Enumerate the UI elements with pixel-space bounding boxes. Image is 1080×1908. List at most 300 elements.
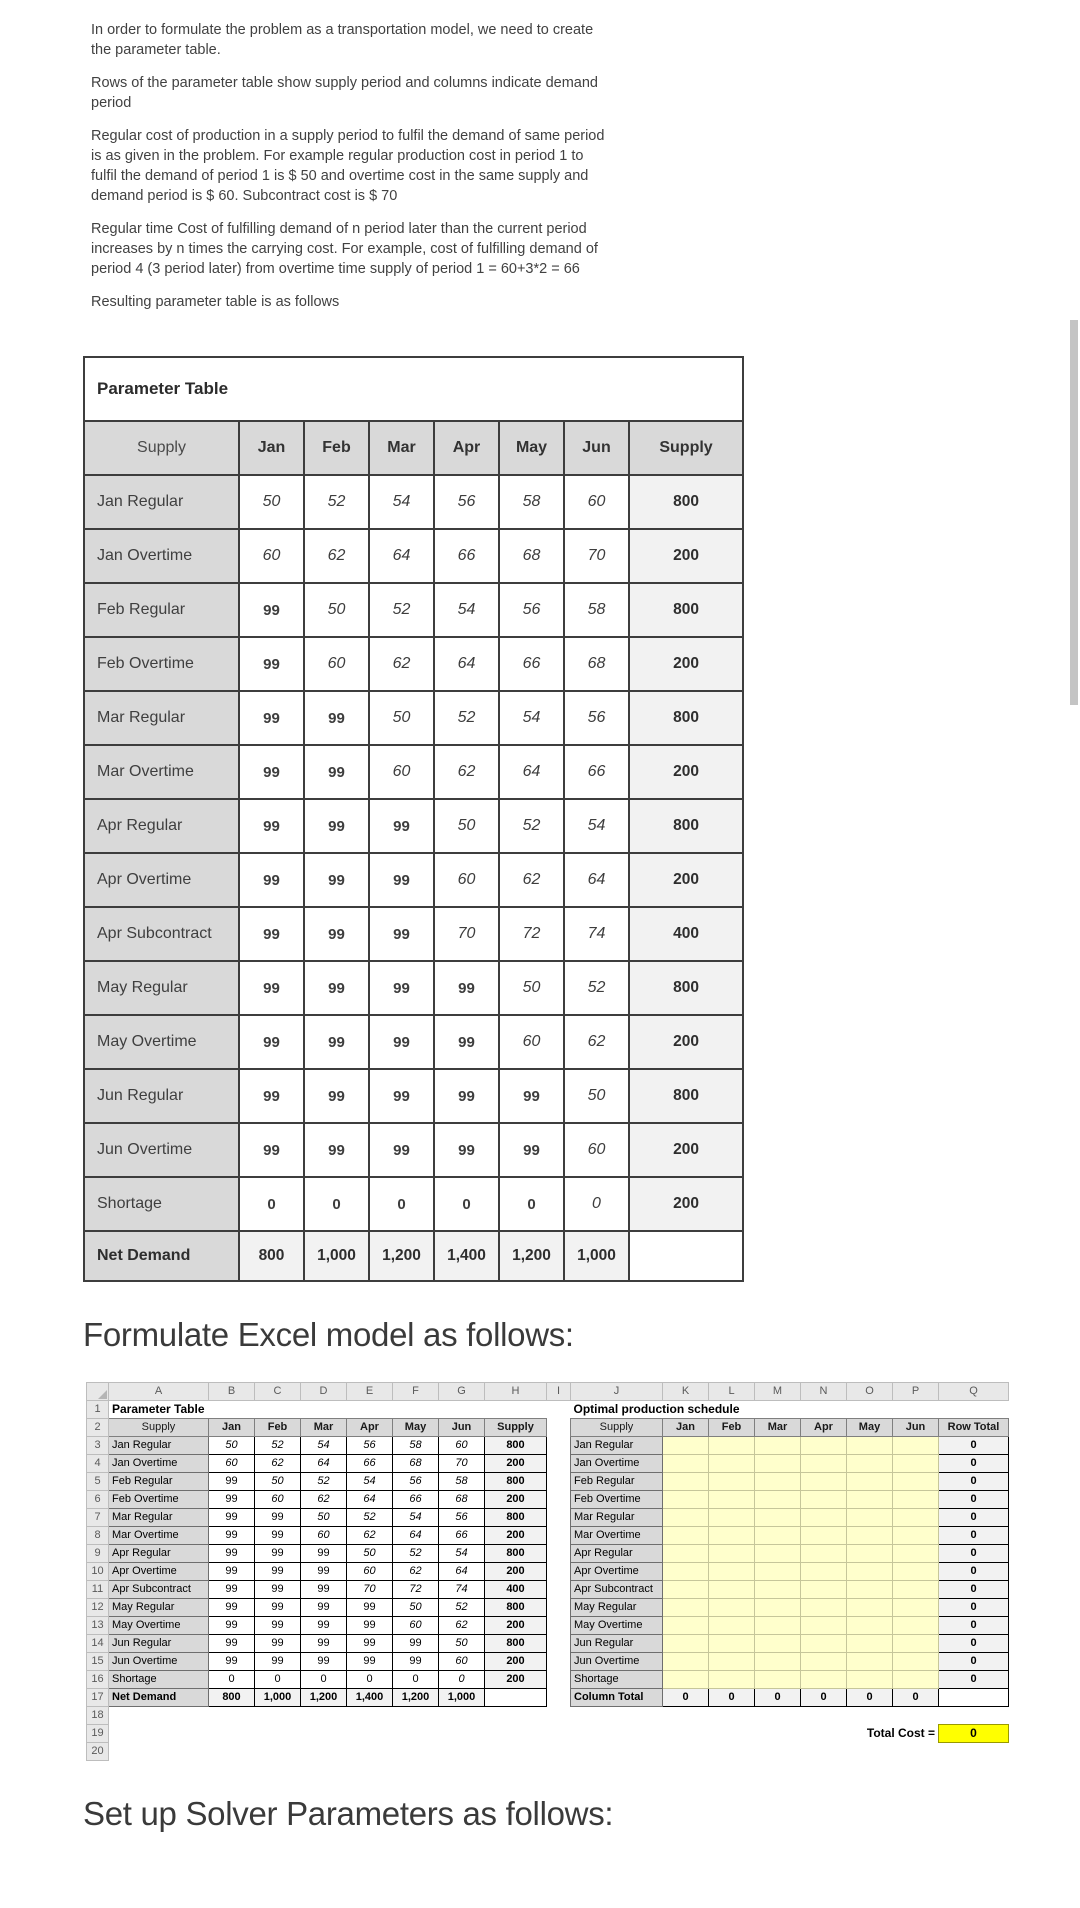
cost-cell: 99 (239, 637, 304, 691)
excel-supply-cell: 800 (485, 1599, 547, 1617)
solver-variable-cell (755, 1671, 801, 1689)
cost-cell: 62 (564, 1015, 629, 1069)
empty-cell (209, 1725, 255, 1743)
solver-variable-cell (847, 1527, 893, 1545)
excel-cost-cell: 99 (301, 1617, 347, 1635)
excel-cost-cell: 60 (393, 1617, 439, 1635)
excel-header: Supply (109, 1419, 209, 1437)
row-total-cell: 0 (939, 1617, 1009, 1635)
row-label: Jan Overtime (84, 529, 239, 583)
solver-variable-cell (801, 1563, 847, 1581)
empty-cell (301, 1707, 347, 1725)
cost-cell: 99 (369, 1015, 434, 1069)
excel-cost-cell: 62 (393, 1563, 439, 1581)
cost-cell: 0 (304, 1177, 369, 1231)
total-cost-label: Total Cost = (866, 1726, 935, 1740)
solver-variable-cell (709, 1527, 755, 1545)
solver-variable-cell (709, 1437, 755, 1455)
spacer (547, 1491, 571, 1509)
excel-header: Mar (755, 1419, 801, 1437)
net-demand-cell: 1,400 (434, 1231, 499, 1281)
empty-cell (547, 1707, 571, 1725)
cost-cell: 52 (499, 799, 564, 853)
excel-row-label: Apr Regular (109, 1545, 209, 1563)
empty-cell (755, 1725, 801, 1743)
cost-cell: 50 (369, 691, 434, 745)
solver-variable-cell (893, 1545, 939, 1563)
excel-schedule-label: Mar Overtime (571, 1527, 663, 1545)
cost-cell: 99 (239, 1069, 304, 1123)
row-number-6: 6 (87, 1491, 109, 1509)
supply-cell: 800 (629, 961, 743, 1015)
solver-variable-cell (755, 1635, 801, 1653)
row-total-cell: 0 (939, 1509, 1009, 1527)
excel-grid (86, 1382, 1009, 1761)
excel-cost-cell: 99 (255, 1581, 301, 1599)
solver-variable-cell (893, 1635, 939, 1653)
cost-cell: 99 (434, 961, 499, 1015)
cost-cell: 99 (499, 1069, 564, 1123)
excel-cost-cell: 64 (393, 1527, 439, 1545)
excel-header: Jan (209, 1419, 255, 1437)
parameter-table (83, 356, 744, 1282)
cost-cell: 66 (434, 529, 499, 583)
spacer (547, 1455, 571, 1473)
cost-cell: 99 (369, 799, 434, 853)
excel-net-demand-cell: 1,200 (301, 1689, 347, 1707)
excel-cost-cell: 99 (255, 1653, 301, 1671)
empty-cell (209, 1743, 255, 1761)
solver-variable-cell (755, 1581, 801, 1599)
cost-cell: 50 (434, 799, 499, 853)
cost-cell: 99 (369, 961, 434, 1015)
excel-cost-cell: 0 (347, 1671, 393, 1689)
empty-cell (301, 1725, 347, 1743)
excel-schedule-label: Jan Regular (571, 1437, 663, 1455)
cost-cell: 56 (499, 583, 564, 637)
cost-cell: 56 (564, 691, 629, 745)
column-header-feb: Feb (304, 421, 369, 475)
solver-variable-cell (755, 1491, 801, 1509)
row-number-20: 20 (87, 1743, 109, 1761)
row-label: Jan Regular (84, 475, 239, 529)
excel-cost-cell: 0 (209, 1671, 255, 1689)
solver-variable-cell (893, 1599, 939, 1617)
column-header-jun: Jun (564, 421, 629, 475)
excel-cost-cell: 99 (255, 1545, 301, 1563)
cost-cell: 64 (564, 853, 629, 907)
empty-cell (939, 1743, 1009, 1761)
cost-cell: 52 (434, 691, 499, 745)
column-letter-Q: Q (939, 1383, 1009, 1401)
supply-cell: 200 (629, 745, 743, 799)
excel-cost-cell: 99 (209, 1617, 255, 1635)
excel-schedule-label: Shortage (571, 1671, 663, 1689)
row-label: Apr Regular (84, 799, 239, 853)
empty-cell (709, 1743, 755, 1761)
empty-cell (939, 1689, 1009, 1707)
cost-cell: 99 (239, 1123, 304, 1177)
excel-supply-cell: 200 (485, 1671, 547, 1689)
cost-cell: 0 (239, 1177, 304, 1231)
cost-cell: 54 (434, 583, 499, 637)
excel-cost-cell: 62 (255, 1455, 301, 1473)
excel-cost-cell: 54 (347, 1473, 393, 1491)
excel-cost-cell: 99 (347, 1617, 393, 1635)
solver-variable-cell (801, 1617, 847, 1635)
excel-row-label: Shortage (109, 1671, 209, 1689)
excel-supply-cell: 200 (485, 1455, 547, 1473)
scrollbar-thumb[interactable] (1070, 320, 1078, 705)
empty-cell (893, 1707, 939, 1725)
excel-header: Feb (709, 1419, 755, 1437)
row-total-cell: 0 (939, 1653, 1009, 1671)
solver-variable-cell (847, 1545, 893, 1563)
excel-row-label: Apr Subcontract (109, 1581, 209, 1599)
solver-variable-cell (847, 1491, 893, 1509)
empty-cell (939, 1707, 1009, 1725)
supply-cell: 400 (629, 907, 743, 961)
net-demand-cell: 1,200 (369, 1231, 434, 1281)
excel-header: May (393, 1419, 439, 1437)
column-total-cell: 0 (801, 1689, 847, 1707)
empty-cell (347, 1743, 393, 1761)
cost-cell: 0 (564, 1177, 629, 1231)
solver-variable-cell (801, 1545, 847, 1563)
empty-cell (755, 1743, 801, 1761)
empty-cell (393, 1707, 439, 1725)
row-label: Feb Overtime (84, 637, 239, 691)
excel-cost-cell: 66 (439, 1527, 485, 1545)
solver-variable-cell (755, 1473, 801, 1491)
cost-cell: 50 (304, 583, 369, 637)
column-letter-O: O (847, 1383, 893, 1401)
excel-cost-cell: 52 (439, 1599, 485, 1617)
cost-cell: 74 (564, 907, 629, 961)
column-letter-D: D (301, 1383, 347, 1401)
cost-cell: 99 (239, 745, 304, 799)
excel-supply-cell: 800 (485, 1473, 547, 1491)
excel-net-demand-cell: 1,000 (439, 1689, 485, 1707)
net-demand-cell: 1,000 (564, 1231, 629, 1281)
empty-cell (255, 1725, 301, 1743)
cost-cell: 99 (304, 691, 369, 745)
excel-cost-cell: 0 (301, 1671, 347, 1689)
solver-variable-cell (755, 1653, 801, 1671)
cost-cell: 50 (499, 961, 564, 1015)
empty-cell (485, 1725, 547, 1743)
empty-cell (663, 1743, 709, 1761)
empty-cell (893, 1743, 939, 1761)
solver-variable-cell (709, 1509, 755, 1527)
excel-net-demand-label: Net Demand (109, 1689, 209, 1707)
row-label: Jun Regular (84, 1069, 239, 1123)
excel-screenshot (86, 1382, 1008, 1761)
excel-row-label: Jun Overtime (109, 1653, 209, 1671)
cost-cell: 52 (564, 961, 629, 1015)
solver-variable-cell (801, 1653, 847, 1671)
spacer (547, 1653, 571, 1671)
excel-cost-cell: 99 (301, 1563, 347, 1581)
cost-cell: 54 (499, 691, 564, 745)
excel-schedule-label: Apr Overtime (571, 1563, 663, 1581)
row-number-5: 5 (87, 1473, 109, 1491)
solver-variable-cell (663, 1545, 709, 1563)
excel-cost-cell: 68 (439, 1491, 485, 1509)
row-total-cell: 0 (939, 1563, 1009, 1581)
row-number-16: 16 (87, 1671, 109, 1689)
excel-cost-cell: 70 (347, 1581, 393, 1599)
excel-cost-cell: 99 (209, 1563, 255, 1581)
supply-cell: 200 (629, 853, 743, 907)
excel-cost-cell: 52 (347, 1509, 393, 1527)
empty-cell (109, 1707, 209, 1725)
cost-cell: 99 (369, 853, 434, 907)
solver-variable-cell (893, 1671, 939, 1689)
solver-variable-cell (663, 1671, 709, 1689)
empty-cell (439, 1707, 485, 1725)
empty-cell (439, 1743, 485, 1761)
solver-variable-cell (893, 1563, 939, 1581)
excel-supply-cell: 200 (485, 1491, 547, 1509)
excel-schedule-label: Feb Regular (571, 1473, 663, 1491)
excel-header: Mar (301, 1419, 347, 1437)
cost-cell: 72 (499, 907, 564, 961)
supply-cell: 800 (629, 475, 743, 529)
excel-cost-cell: 62 (301, 1491, 347, 1509)
cost-cell: 99 (239, 961, 304, 1015)
solver-variable-cell (893, 1455, 939, 1473)
excel-cost-cell: 99 (347, 1653, 393, 1671)
row-number-9: 9 (87, 1545, 109, 1563)
row-number-8: 8 (87, 1527, 109, 1545)
excel-cost-cell: 54 (301, 1437, 347, 1455)
empty-cell (663, 1707, 709, 1725)
column-letter-L: L (709, 1383, 755, 1401)
empty-cell (547, 1743, 571, 1761)
column-header-jan: Jan (239, 421, 304, 475)
row-number-19: 19 (87, 1725, 109, 1743)
solver-variable-cell (847, 1671, 893, 1689)
cost-cell: 62 (304, 529, 369, 583)
cost-cell: 52 (369, 583, 434, 637)
solver-variable-cell (663, 1581, 709, 1599)
excel-cost-cell: 60 (439, 1653, 485, 1671)
spacer (547, 1437, 571, 1455)
excel-schedule-label: May Overtime (571, 1617, 663, 1635)
excel-cost-cell: 99 (209, 1653, 255, 1671)
excel-cost-cell: 99 (209, 1473, 255, 1491)
excel-supply-cell: 200 (485, 1527, 547, 1545)
empty-cell (209, 1707, 255, 1725)
solver-variable-cell (663, 1473, 709, 1491)
empty-cell (847, 1743, 893, 1761)
excel-cost-cell: 0 (439, 1671, 485, 1689)
excel-cost-cell: 66 (347, 1455, 393, 1473)
select-all-corner (87, 1383, 109, 1401)
total-cost-value: 0 (939, 1725, 1009, 1743)
cost-cell: 99 (369, 1123, 434, 1177)
row-total-cell: 0 (939, 1491, 1009, 1509)
row-label: Jun Overtime (84, 1123, 239, 1177)
excel-cost-cell: 99 (255, 1635, 301, 1653)
supply-cell: 200 (629, 1123, 743, 1177)
cost-cell: 60 (499, 1015, 564, 1069)
cost-cell: 64 (499, 745, 564, 799)
column-letter-G: G (439, 1383, 485, 1401)
row-number-10: 10 (87, 1563, 109, 1581)
solver-variable-cell (847, 1563, 893, 1581)
empty-cell (393, 1743, 439, 1761)
column-header-supply: Supply (629, 421, 743, 475)
cost-cell: 70 (434, 907, 499, 961)
excel-cost-cell: 99 (209, 1599, 255, 1617)
supply-cell: 200 (629, 1015, 743, 1069)
solver-heading: Set up Solver Parameters as follows: (83, 1795, 614, 1832)
cost-cell: 52 (304, 475, 369, 529)
excel-header: Jan (663, 1419, 709, 1437)
excel-net-demand-cell: 1,200 (393, 1689, 439, 1707)
cost-cell: 62 (369, 637, 434, 691)
spacer (547, 1473, 571, 1491)
solver-variable-cell (709, 1653, 755, 1671)
excel-cost-cell: 58 (393, 1437, 439, 1455)
cost-cell: 99 (304, 1123, 369, 1177)
column-total-cell: 0 (755, 1689, 801, 1707)
cost-cell: 58 (564, 583, 629, 637)
excel-cost-cell: 52 (301, 1473, 347, 1491)
row-number-2: 2 (87, 1419, 109, 1437)
row-number-15: 15 (87, 1653, 109, 1671)
excel-cost-cell: 70 (439, 1455, 485, 1473)
excel-cost-cell: 99 (255, 1617, 301, 1635)
cost-cell: 60 (434, 853, 499, 907)
empty-cell (663, 1725, 709, 1743)
excel-cost-cell: 99 (209, 1509, 255, 1527)
spacer (547, 1509, 571, 1527)
spacer (547, 1563, 571, 1581)
excel-row-label: Jun Regular (109, 1635, 209, 1653)
excel-header: Supply (571, 1419, 663, 1437)
excel-header: May (847, 1419, 893, 1437)
row-number-17: 17 (87, 1689, 109, 1707)
excel-cost-cell: 0 (393, 1671, 439, 1689)
excel-cost-cell: 58 (439, 1473, 485, 1491)
column-letter-E: E (347, 1383, 393, 1401)
column-header-mar: Mar (369, 421, 434, 475)
solver-variable-cell (709, 1545, 755, 1563)
excel-cost-cell: 68 (393, 1455, 439, 1473)
solver-variable-cell (847, 1599, 893, 1617)
solver-variable-cell (801, 1671, 847, 1689)
column-letter-A: A (109, 1383, 209, 1401)
cost-cell: 99 (499, 1123, 564, 1177)
cost-cell: 68 (499, 529, 564, 583)
cost-cell: 99 (369, 1069, 434, 1123)
empty-cell (571, 1707, 663, 1725)
solver-variable-cell (893, 1617, 939, 1635)
solver-variable-cell (709, 1599, 755, 1617)
excel-cost-cell: 99 (301, 1545, 347, 1563)
cost-cell: 99 (239, 1015, 304, 1069)
solver-variable-cell (801, 1635, 847, 1653)
solver-variable-cell (755, 1455, 801, 1473)
excel-header: Apr (347, 1419, 393, 1437)
excel-supply-cell: 400 (485, 1581, 547, 1599)
cost-cell: 99 (434, 1123, 499, 1177)
row-number-18: 18 (87, 1707, 109, 1725)
excel-cost-cell: 99 (301, 1635, 347, 1653)
column-letter-M: M (755, 1383, 801, 1401)
excel-row-label: Mar Overtime (109, 1527, 209, 1545)
excel-cost-cell: 72 (393, 1581, 439, 1599)
solver-variable-cell (801, 1455, 847, 1473)
empty-cell (629, 1231, 743, 1281)
cost-cell: 64 (434, 637, 499, 691)
spacer (547, 1419, 571, 1437)
excel-row-label: Feb Overtime (109, 1491, 209, 1509)
column-total-cell: 0 (663, 1689, 709, 1707)
column-header-may: May (499, 421, 564, 475)
cost-cell: 56 (434, 475, 499, 529)
solver-variable-cell (663, 1563, 709, 1581)
cost-cell: 64 (369, 529, 434, 583)
supply-cell: 800 (629, 691, 743, 745)
solver-variable-cell (847, 1581, 893, 1599)
intro-paragraph-4: Regular time Cost of fulfilling demand of n period later than the current period increases by n times the carrying cost. For example, cost of fulfilling demand of period 4 (3 period later) from overtime time supply of period 1 = 60+3*2 = 66 (91, 221, 598, 277)
excel-supply-cell: 800 (485, 1545, 547, 1563)
cost-cell: 99 (304, 799, 369, 853)
supply-cell: 800 (629, 583, 743, 637)
column-letter-F: F (393, 1383, 439, 1401)
solver-variable-cell (663, 1635, 709, 1653)
excel-schedule-label: Apr Regular (571, 1545, 663, 1563)
excel-cost-cell: 99 (301, 1581, 347, 1599)
excel-cost-cell: 99 (347, 1599, 393, 1617)
excel-cost-cell: 64 (439, 1563, 485, 1581)
excel-cost-cell: 99 (255, 1563, 301, 1581)
solver-variable-cell (847, 1455, 893, 1473)
intro-paragraph-1: In order to formulate the problem as a transportation model, we need to create the parameter table. (91, 22, 594, 58)
excel-schedule-label: Jan Overtime (571, 1455, 663, 1473)
excel-cost-cell: 50 (209, 1437, 255, 1455)
excel-cost-cell: 99 (209, 1527, 255, 1545)
solver-variable-cell (801, 1491, 847, 1509)
excel-cost-cell: 99 (255, 1509, 301, 1527)
excel-row-label: Jan Overtime (109, 1455, 209, 1473)
cost-cell: 70 (564, 529, 629, 583)
excel-cost-cell: 99 (301, 1599, 347, 1617)
empty-cell (255, 1743, 301, 1761)
excel-cost-cell: 60 (209, 1455, 255, 1473)
row-total-cell: 0 (939, 1671, 1009, 1689)
excel-row-label: Mar Regular (109, 1509, 209, 1527)
solver-variable-cell (847, 1617, 893, 1635)
spacer (547, 1581, 571, 1599)
excel-cost-cell: 99 (209, 1581, 255, 1599)
solver-variable-cell (663, 1491, 709, 1509)
excel-header: Jun (893, 1419, 939, 1437)
cost-cell: 99 (304, 907, 369, 961)
solver-variable-cell (709, 1473, 755, 1491)
excel-header: Jun (439, 1419, 485, 1437)
net-demand-cell: 1,000 (304, 1231, 369, 1281)
spacer (547, 1401, 571, 1419)
row-total-cell: 0 (939, 1437, 1009, 1455)
solver-variable-cell (663, 1455, 709, 1473)
cost-cell: 50 (564, 1069, 629, 1123)
excel-cost-cell: 52 (393, 1545, 439, 1563)
